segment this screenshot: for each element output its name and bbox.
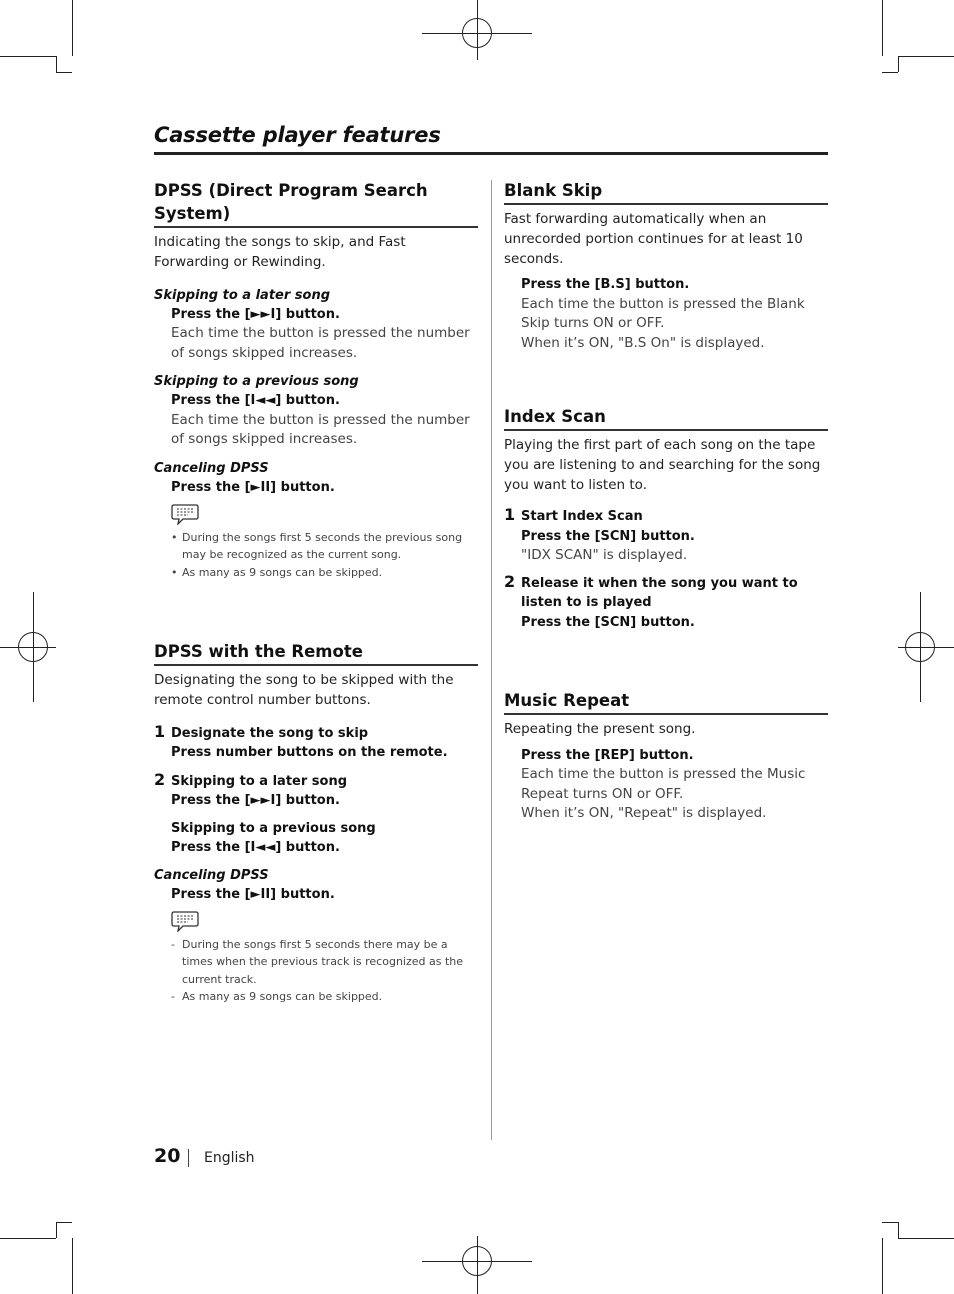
step-action: Press the [SCN] button. xyxy=(521,528,695,544)
music-repeat-intro: Repeating the present song. xyxy=(504,721,696,737)
dpss-section xyxy=(154,179,478,581)
page-title: Cassette player features xyxy=(154,123,441,147)
index-scan-step-2 xyxy=(504,571,828,633)
blank-skip-heading: Blank Skip xyxy=(504,179,828,205)
dpss-later-title: Skipping to a later song xyxy=(154,287,331,303)
step-number: 1 xyxy=(154,721,166,741)
music-repeat-desc: Each time the button is pressed the Music Repeat turns ON or OFF. xyxy=(521,766,806,802)
note-icon xyxy=(171,910,199,932)
remote-notes xyxy=(154,936,478,1005)
music-repeat-heading: Music Repeat xyxy=(504,689,828,715)
dpss-previous-desc: Each time the button is pressed the number of songs skipped increases. xyxy=(171,411,470,448)
blank-skip-section xyxy=(504,179,828,353)
note-icon xyxy=(171,503,199,525)
dpss-later-desc: Each time the button is pressed the number of songs skipped increases. xyxy=(171,325,470,361)
note-item: - As many as 9 songs can be skipped. xyxy=(171,989,383,1003)
dpss-notes xyxy=(154,529,478,581)
column-divider xyxy=(491,180,492,1140)
step-action: Press number buttons on the remote. xyxy=(171,745,448,761)
blank-skip-action: Press the [B.S] button. xyxy=(521,277,690,293)
blank-skip-desc-2: When it’s ON, "B.S On" is displayed. xyxy=(521,334,765,351)
blank-skip-desc: Each time the button is pressed the Blank Skip turns ON or OFF. xyxy=(521,295,805,332)
step-number: 2 xyxy=(504,571,516,591)
step-title: Release it when the song you want to listen to is played xyxy=(521,575,798,611)
step-action-b: Press the [I◄◄] button. xyxy=(171,840,340,856)
dpss-intro: Indicating the songs to skip, and Fast Forwarding or Rewinding. xyxy=(154,234,406,270)
index-scan-section xyxy=(504,405,828,632)
footer-language: English xyxy=(204,1150,255,1166)
remote-section xyxy=(154,640,478,1005)
blank-skip-intro: Fast forwarding automatically when an unrecorded portion continues for at least 10 seconds. xyxy=(504,211,803,267)
footer-divider xyxy=(188,1149,189,1167)
dpss-cancel-title: Canceling DPSS xyxy=(154,460,269,476)
title-rule xyxy=(154,152,828,155)
note-item: • As many as 9 songs can be skipped. xyxy=(171,565,383,579)
remote-step-1 xyxy=(154,721,478,763)
dpss-cancel-action: Press the [►II] button. xyxy=(171,479,335,495)
dpss-heading: DPSS (Direct Program Search System) xyxy=(154,179,478,228)
music-repeat-section xyxy=(504,689,828,824)
step-title-b: Skipping to a previous song xyxy=(171,820,376,836)
remote-step-2 xyxy=(154,769,478,858)
note-item: • During the songs first 5 seconds the previous song may be recognized as the current song. xyxy=(171,531,463,562)
step-title: Start Index Scan xyxy=(521,509,643,525)
dpss-previous-title: Skipping to a previous song xyxy=(154,374,359,390)
step-number: 1 xyxy=(504,505,516,525)
index-scan-heading: Index Scan xyxy=(504,405,828,431)
step-action: Press the [SCN] button. xyxy=(521,614,695,630)
dpss-previous-action: Press the [I◄◄] button. xyxy=(171,393,340,409)
index-scan-intro: Playing the first part of each song on the tape you are listening to and searching for the song you want to listen to. xyxy=(504,437,821,493)
step-desc: "IDX SCAN" is displayed. xyxy=(521,547,688,564)
remote-cancel-title: Canceling DPSS xyxy=(154,867,269,883)
step-title: Designate the song to skip xyxy=(171,725,369,741)
remote-heading: DPSS with the Remote xyxy=(154,640,478,666)
index-scan-step-1 xyxy=(504,507,828,566)
step-number: 2 xyxy=(154,769,166,789)
note-item: - During the songs first 5 seconds there may be a times when the previous track is recognized as the current track. xyxy=(171,938,464,986)
step-action: Press the [►►I] button. xyxy=(171,793,340,809)
remote-cancel-action: Press the [►II] button. xyxy=(171,886,335,902)
dpss-later-action: Press the [►►I] button. xyxy=(171,306,340,322)
remote-intro: Designating the song to be skipped with the remote control number buttons. xyxy=(154,672,454,708)
page-number: 20 xyxy=(154,1145,181,1167)
step-title: Skipping to a later song xyxy=(171,773,348,789)
music-repeat-desc-2: When it’s ON, "Repeat" is displayed. xyxy=(521,805,767,822)
music-repeat-action: Press the [REP] button. xyxy=(521,747,694,763)
